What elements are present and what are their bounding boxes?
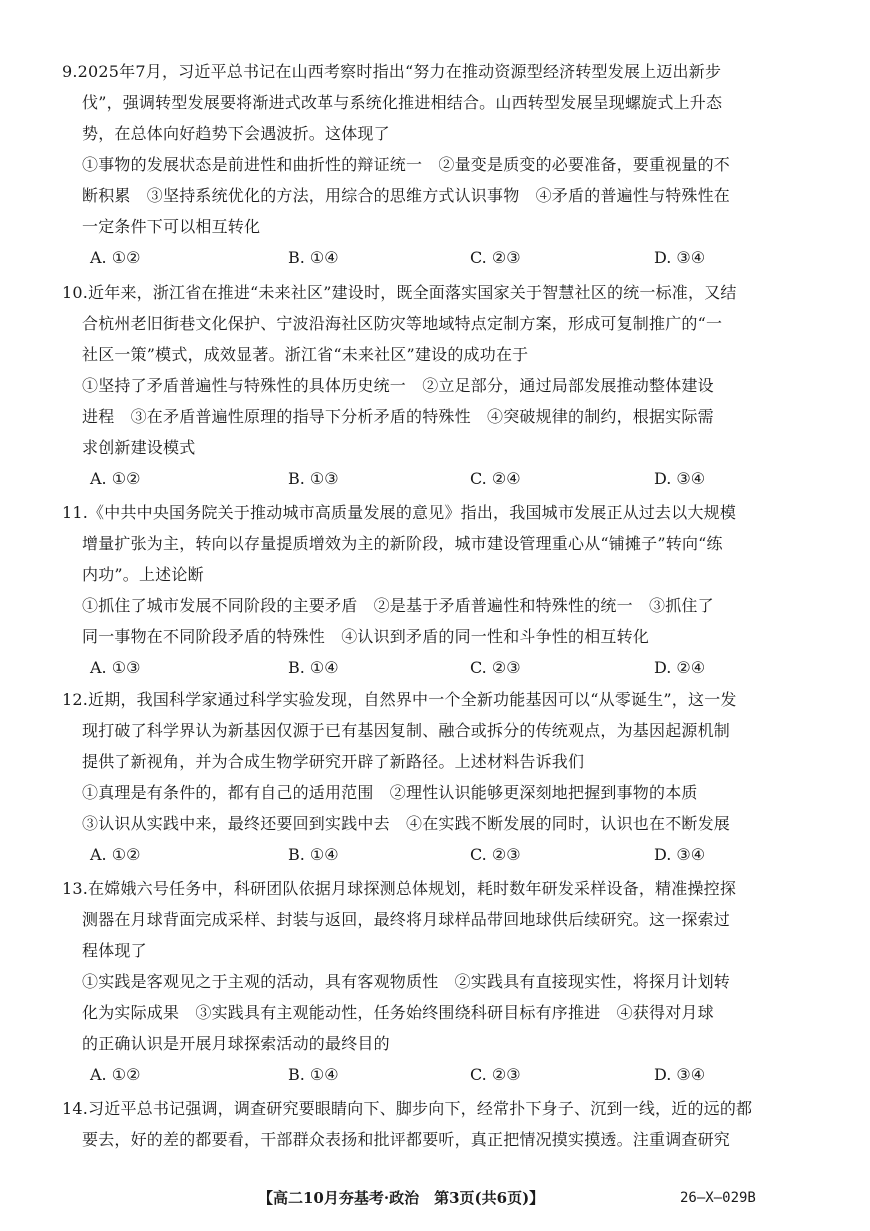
choice-d[interactable]: D. ③④ xyxy=(654,248,706,267)
choice-b[interactable]: B. ①④ xyxy=(288,248,339,267)
question-stem-line: 社区一策”模式，成效显著。浙江省“未来社区”建设的成功在于 xyxy=(82,345,529,364)
question-stem-line: 提供了新视角，并为合成生物学研究开辟了新路径。上述材料告诉我们 xyxy=(82,752,585,771)
choice-d[interactable]: D. ②④ xyxy=(654,658,706,677)
choice-c[interactable]: C. ②③ xyxy=(470,845,521,864)
option-line: ①实践是客观见之于主观的活动，具有客观物质性 ②实践具有直接现实性，将探月计划转 xyxy=(82,972,731,991)
footer-page-info: 【高二10月夯基考·政治 第3页(共6页)】 xyxy=(258,1189,545,1207)
answer-choices xyxy=(62,1059,812,1090)
answer-choices xyxy=(62,839,812,870)
footer-exam-code: 26—X—029B xyxy=(680,1190,756,1206)
option-line: 的正确认识是开展月球探索活动的最终目的 xyxy=(82,1034,390,1053)
question-11 xyxy=(62,497,812,683)
option-line: ①坚持了矛盾普遍性与特殊性的具体历史统一 ②立足部分，通过局部发展推动整体建设 xyxy=(82,376,714,395)
choice-b[interactable]: B. ①④ xyxy=(288,658,339,677)
question-stem-line: 9.2025年7月，习近平总书记在山西考察时指出“努力在推动资源型经济转型发展上迈出新步 xyxy=(62,62,722,81)
choice-c[interactable]: C. ②④ xyxy=(470,469,521,488)
choice-a[interactable]: A. ①② xyxy=(90,248,141,267)
question-stem-line: 势，在总体向好趋势下会遇波折。这体现了 xyxy=(82,124,390,143)
option-line: 求创新建设模式 xyxy=(82,438,196,457)
question-stem-line: 14.习近平总书记强调，调查研究要眼睛向下、脚步向下，经常扑下身子、沉到一线，近的远的都 xyxy=(62,1099,753,1118)
choice-b[interactable]: B. ①④ xyxy=(288,1065,339,1084)
option-line: 进程 ③在矛盾普遍性原理的指导下分析矛盾的特殊性 ④突破规律的制约，根据实际需 xyxy=(82,407,714,426)
choice-b[interactable]: B. ①③ xyxy=(288,469,339,488)
question-9 xyxy=(62,56,812,273)
choice-a[interactable]: A. ①② xyxy=(90,469,141,488)
option-line: ③认识从实践中来，最终还要回到实践中去 ④在实践不断发展的同时，认识也在不断发展 xyxy=(82,814,731,833)
choice-c[interactable]: C. ②③ xyxy=(470,658,521,677)
question-stem-line: 13.在嫦娥六号任务中，科研团队依据月球探测总体规划，耗时数年研发采样设备，精准操控探 xyxy=(62,879,737,898)
option-line: ①真理是有条件的，都有自己的适用范围 ②理性认识能够更深刻地把握到事物的本质 xyxy=(82,783,698,802)
question-13 xyxy=(62,873,812,1090)
option-line: 化为实际成果 ③实践具有主观能动性，任务始终围绕科研目标有序推进 ④获得对月球 xyxy=(82,1003,714,1022)
answer-choices xyxy=(62,463,812,494)
question-stem-line: 程体现了 xyxy=(82,941,147,960)
question-stem-line: 11.《中共中央国务院关于推动城市高质量发展的意见》指出，我国城市发展正从过去以大规模 xyxy=(62,503,737,522)
question-stem-line: 内功”。上述论断 xyxy=(82,565,204,584)
question-stem-line: 合杭州老旧街巷文化保护、宁波沿海社区防灾等地域特点定制方案，形成可复制推广的“一 xyxy=(82,314,723,333)
question-14 xyxy=(62,1093,812,1155)
answer-choices xyxy=(62,652,812,683)
question-stem-line: 要去，好的差的都要看，干部群众表扬和批评都要听，真正把情况摸实摸透。注重调查研究 xyxy=(82,1130,731,1149)
question-12 xyxy=(62,684,812,870)
choice-c[interactable]: C. ②③ xyxy=(470,248,521,267)
choice-b[interactable]: B. ①④ xyxy=(288,845,339,864)
question-stem-line: 伐”，强调转型发展要将渐进式改革与系统化推进相结合。山西转型发展呈现螺旋式上升态 xyxy=(82,93,723,112)
question-stem-line: 增量扩张为主，转向以存量提质增效为主的新阶段，城市建设管理重心从“铺摊子”转向“练 xyxy=(82,534,723,553)
question-stem-line: 现打破了科学界认为新基因仅源于已有基因复制、融合或拆分的传统观点，为基因起源机制 xyxy=(82,721,731,740)
question-stem-line: 12.近期，我国科学家通过科学实验发现，自然界中一个全新功能基因可以“从零诞生”，这一发 xyxy=(62,690,737,709)
question-stem-line: 测器在月球背面完成采样、封装与返回，最终将月球样品带回地球供后续研究。这一探索过 xyxy=(82,910,731,929)
option-line: 断积累 ③坚持系统优化的方法，用综合的思维方式认识事物 ④矛盾的普遍性与特殊性在 xyxy=(82,186,731,205)
choice-a[interactable]: A. ①③ xyxy=(90,658,141,677)
question-stem-line: 10.近年来，浙江省在推进“未来社区”建设时，既全面落实国家关于智慧社区的统一标准，又结 xyxy=(62,283,737,302)
choice-c[interactable]: C. ②③ xyxy=(470,1065,521,1084)
option-line: ①抓住了城市发展不同阶段的主要矛盾 ②是基于矛盾普遍性和特殊性的统一 ③抓住了 xyxy=(82,596,714,615)
choice-d[interactable]: D. ③④ xyxy=(654,845,706,864)
choice-d[interactable]: D. ③④ xyxy=(654,469,706,488)
question-10 xyxy=(62,277,812,494)
page-footer xyxy=(0,1183,870,1213)
option-line: ①事物的发展状态是前进性和曲折性的辩证统一 ②量变是质变的必要准备，要重视量的不 xyxy=(82,155,731,174)
answer-choices xyxy=(62,242,812,273)
choice-a[interactable]: A. ①② xyxy=(90,1065,141,1084)
option-line: 一定条件下可以相互转化 xyxy=(82,217,261,236)
option-line: 同一事物在不同阶段矛盾的特殊性 ④认识到矛盾的同一性和斗争性的相互转化 xyxy=(82,627,650,646)
choice-a[interactable]: A. ①② xyxy=(90,845,141,864)
choice-d[interactable]: D. ③④ xyxy=(654,1065,706,1084)
